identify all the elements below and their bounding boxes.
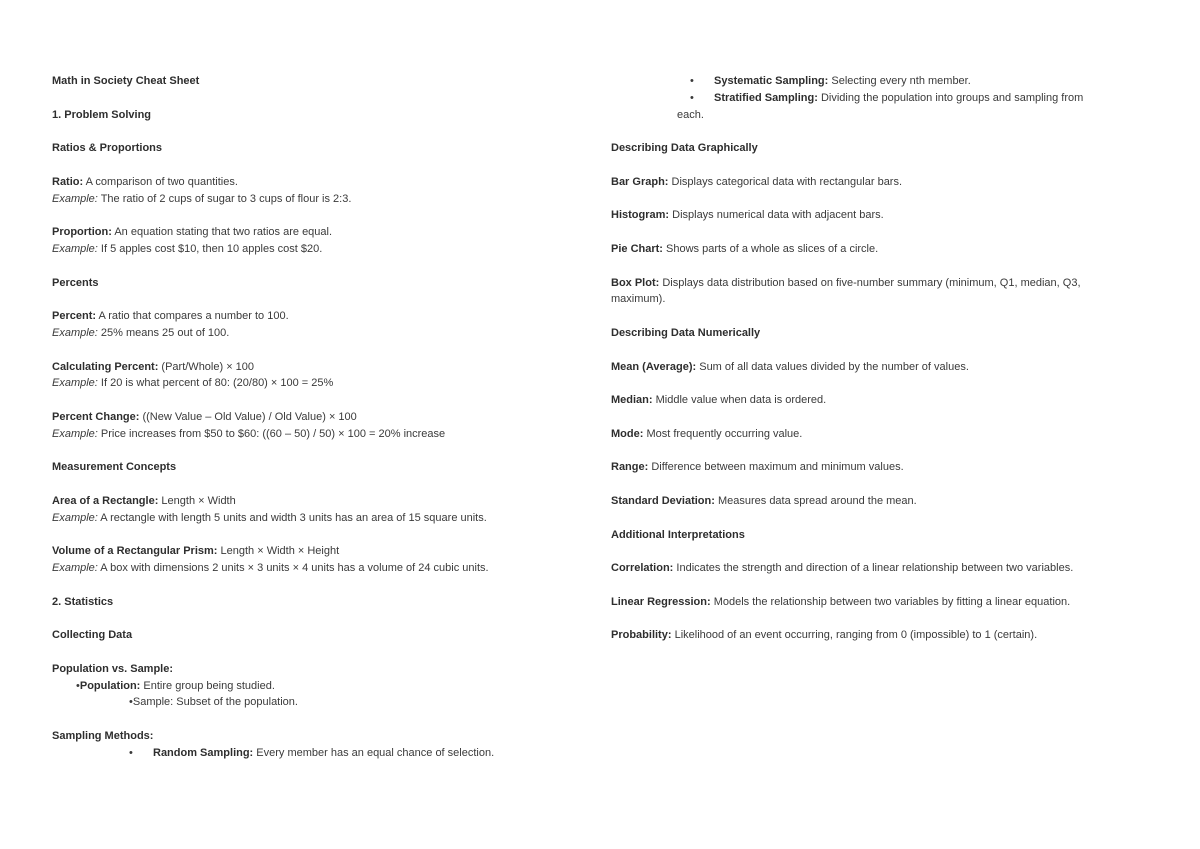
sample-item: •Sample: Subset of the population.	[129, 696, 298, 709]
proportion-example: Example: If 5 apples cost $10, then 10 apples cost $20.	[52, 242, 323, 255]
left-column	[52, 73, 592, 762]
range-definition: Range: Difference between maximum and minimum values.	[611, 461, 904, 474]
bullet-icon: •	[76, 679, 80, 692]
systematic-sampling-item: • Systematic Sampling: Selecting every nth member.	[611, 73, 1131, 90]
percent-example: Example: 25% means 25 out of 100.	[52, 326, 230, 339]
linear-regression-definition: Linear Regression: Models the relationship between two variables by fitting a linear equation.	[611, 595, 1071, 608]
proportion-definition: Proportion: An equation stating that two ratios are equal.	[52, 226, 333, 239]
box-plot-definition-continuation: maximum).	[611, 293, 666, 306]
ratio-definition: Ratio: A comparison of two quantities.	[52, 175, 238, 188]
calculating-percent-example: Example: If 20 is what percent of 80: (20/80) × 100 = 25%	[52, 377, 334, 390]
subheading-percents: Percents	[52, 276, 99, 289]
percent-change-example: Example: Price increases from $50 to $60: ((60 – 50) / 50) × 100 = 20% increase	[52, 427, 446, 440]
correlation-definition: Correlation: Indicates the strength and direction of a linear relationship between two variables.	[611, 562, 1074, 575]
pie-chart-definition: Pie Chart: Shows parts of a whole as slices of a circle.	[611, 242, 879, 255]
subheading-describing-data-graphically: Describing Data Graphically	[611, 142, 758, 155]
probability-definition: Probability: Likelihood of an event occurring, ranging from 0 (impossible) to 1 (certain).	[611, 629, 1038, 642]
calculating-percent-definition: Calculating Percent: (Part/Whole) × 100	[52, 360, 255, 373]
percent-definition: Percent: A ratio that compares a number to 100.	[52, 310, 289, 323]
box-plot-definition: Box Plot: Displays data distribution based on five-number summary (minimum, Q1, median, Q3,	[611, 276, 1081, 289]
standard-deviation-definition: Standard Deviation: Measures data spread around the mean.	[611, 494, 917, 507]
area-rectangle-example: Example: A rectangle with length 5 units and width 3 units has an area of 15 square units.	[52, 511, 487, 524]
population-item: •Population: Entire group being studied.	[76, 679, 275, 692]
section-heading-problem-solving: 1. Problem Solving	[52, 108, 152, 121]
population-vs-sample-heading: Population vs. Sample:	[52, 662, 174, 675]
random-sampling-item: • Random Sampling: Every member has an equal chance of selection.	[52, 745, 592, 762]
subheading-collecting-data: Collecting Data	[52, 629, 133, 642]
bullet-icon: •	[129, 746, 133, 759]
percent-change-definition: Percent Change: ((New Value – Old Value) / Old Value) × 100	[52, 410, 357, 423]
subheading-measurement-concepts: Measurement Concepts	[52, 461, 177, 474]
bar-graph-definition: Bar Graph: Displays categorical data with rectangular bars.	[611, 175, 903, 188]
subheading-ratios-proportions: Ratios & Proportions	[52, 142, 163, 155]
area-rectangle-definition: Area of a Rectangle: Length × Width	[52, 494, 236, 507]
volume-prism-definition: Volume of a Rectangular Prism: Length × Width × Height	[52, 545, 340, 558]
bullet-icon: •	[690, 91, 694, 104]
histogram-definition: Histogram: Displays numerical data with adjacent bars.	[611, 209, 884, 222]
subheading-describing-data-numerically: Describing Data Numerically	[611, 326, 761, 339]
volume-prism-example: Example: A box with dimensions 2 units × 3 units × 4 units has a volume of 24 cubic units.	[52, 562, 489, 575]
mode-definition: Mode: Most frequently occurring value.	[611, 427, 803, 440]
sampling-methods-heading: Sampling Methods:	[52, 730, 154, 743]
right-column	[611, 73, 1131, 644]
section-heading-statistics: 2. Statistics	[52, 595, 114, 608]
document-title: Math in Society Cheat Sheet	[52, 75, 200, 87]
stratified-sampling-continuation: each.	[677, 108, 704, 121]
mean-definition: Mean (Average): Sum of all data values divided by the number of values.	[611, 360, 969, 373]
ratio-example: Example: The ratio of 2 cups of sugar to 3 cups of flour is 2:3.	[52, 192, 352, 205]
median-definition: Median: Middle value when data is ordered.	[611, 394, 827, 407]
stratified-sampling-item: • Stratified Sampling: Dividing the population into groups and sampling from	[611, 90, 1131, 107]
subheading-additional-interpretations: Additional Interpretations	[611, 528, 745, 541]
bullet-icon: •	[129, 696, 133, 709]
bullet-icon: •	[690, 75, 694, 87]
